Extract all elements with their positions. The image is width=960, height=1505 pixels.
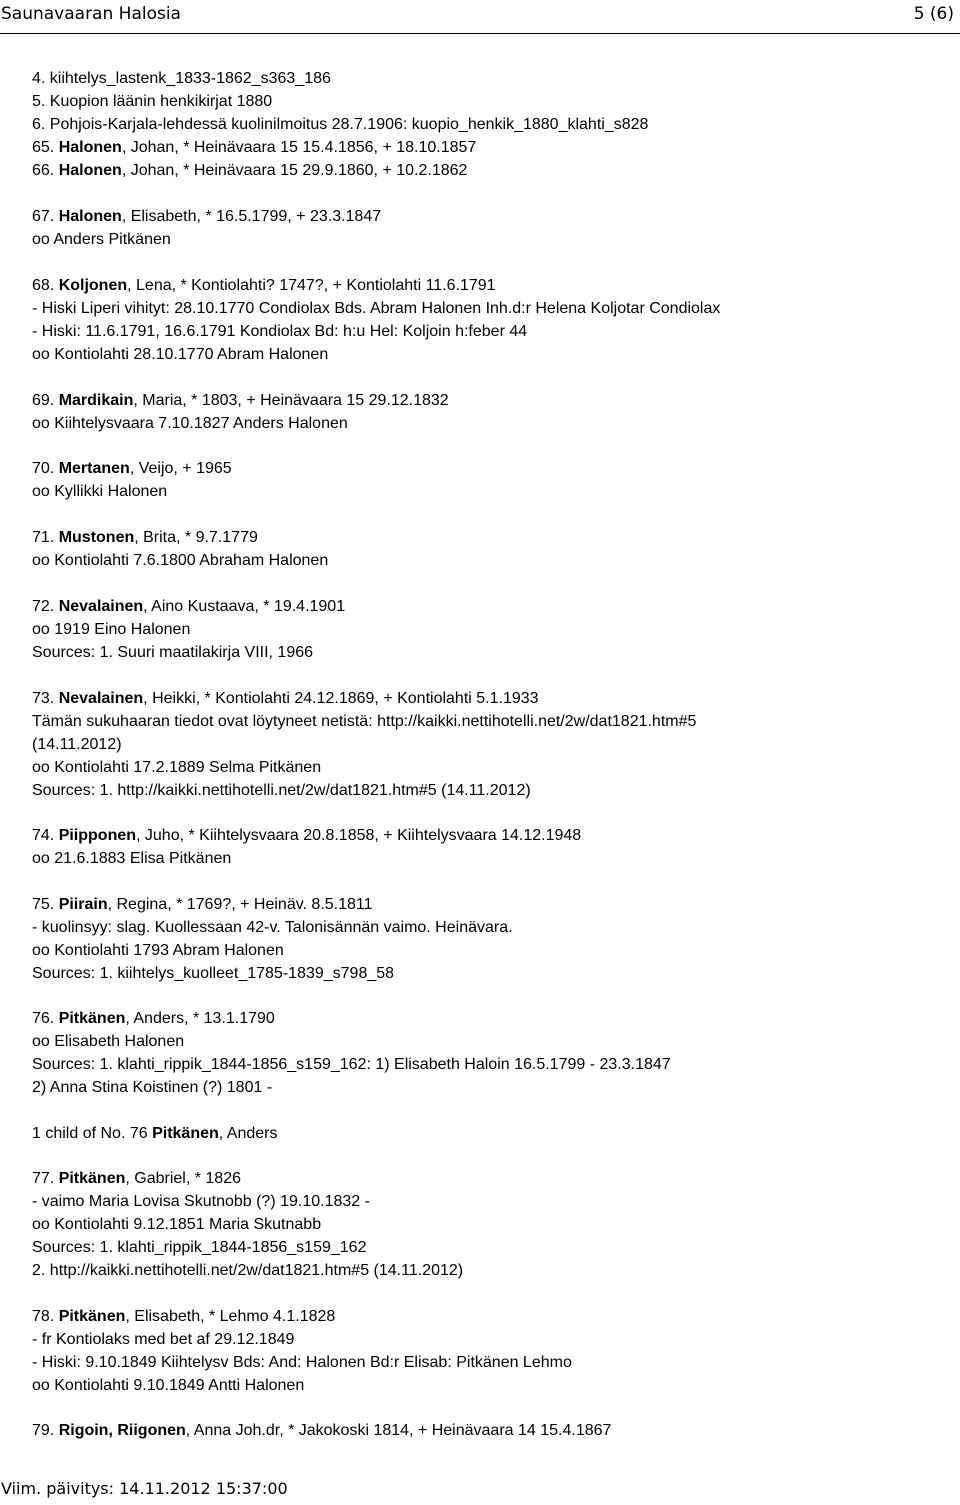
surname: Pitkänen: [58, 1170, 126, 1187]
line-text: 78.: [32, 1308, 59, 1325]
text-line: [32, 1375, 304, 1397]
line-text-rest: , Johan, * Heinävaara 15 15.4.1856, + 18.10.1857: [121, 139, 477, 156]
text-line: [32, 619, 190, 641]
surname: Piirain: [58, 896, 108, 913]
page-number: 5 (6): [913, 4, 954, 24]
line-text: 5. Kuopion läänin henkikirjat 1880: [32, 93, 273, 110]
text-line: [32, 1123, 277, 1145]
line-text-rest: , Maria, * 1803, + Heinävaara 15 29.12.1832: [133, 392, 449, 409]
document-title: Saunavaaran Halosia: [1, 4, 181, 24]
page-header: [0, 2, 960, 26]
line-text: Sources: 1. http://kaikki.nettihotelli.net/2w/dat1821.htm#5 (14.11.2012): [32, 782, 531, 799]
line-text: oo Kontiolahti 9.12.1851 Maria Skutnabb: [32, 1216, 322, 1233]
text-line: [32, 1352, 572, 1374]
text-line: [32, 481, 167, 503]
line-text: 73.: [32, 690, 59, 707]
text-line: [32, 1237, 366, 1259]
surname: Mustonen: [58, 529, 135, 546]
line-text: oo Kontiolahti 17.2.1889 Selma Pitkänen: [32, 759, 322, 776]
line-text: oo Elisabeth Halonen: [32, 1033, 185, 1050]
line-text-rest: , Veijo, + 1965: [129, 460, 232, 477]
surname: Piipponen: [58, 827, 137, 844]
line-text: Tämän sukuhaaran tiedot ovat löytyneet netistä: http://kaikki.nettihotelli.net/2w/dat1821.htm#5: [32, 713, 697, 730]
text-line: [32, 275, 496, 297]
line-text: Sources: 1. klahti_rippik_1844-1856_s159_162: 1) Elisabeth Haloin 16.5.1799 - 23.3.1847: [32, 1056, 671, 1073]
line-text: 79.: [32, 1422, 59, 1439]
text-line: [32, 780, 531, 802]
surname: Mardikain: [58, 392, 134, 409]
line-text: oo Kyllikki Halonen: [32, 483, 168, 500]
line-text: - vaimo Maria Lovisa Skutnobb (?) 19.10.1832 -: [32, 1193, 370, 1210]
line-text: Sources: 1. kiihtelys_kuolleet_1785-1839_s798_58: [32, 965, 395, 982]
line-text-rest: , Aino Kustaava, * 19.4.1901: [143, 598, 346, 615]
line-text: 6. Pohjois-Karjala-lehdessä kuolinilmoitus 28.7.1906: kuopio_henkik_1880_klahti_s828: [32, 116, 649, 133]
text-line: [32, 458, 232, 480]
line-text-rest: , Anna Joh.dr, * Jakokoski 1814, + Heinävaara 14 15.4.1867: [185, 1422, 612, 1439]
text-line: [32, 160, 467, 182]
line-text: 2. http://kaikki.nettihotelli.net/2w/dat1821.htm#5 (14.11.2012): [32, 1262, 464, 1279]
text-line: [32, 825, 581, 847]
line-text-rest: , Johan, * Heinävaara 15 29.9.1860, + 10.2.1862: [121, 162, 468, 179]
surname: Halonen: [58, 139, 122, 156]
text-line: [32, 848, 231, 870]
surname: Pitkänen: [58, 1010, 126, 1027]
text-line: [32, 711, 696, 733]
surname: Pitkänen: [58, 1308, 126, 1325]
line-text: 70.: [32, 460, 59, 477]
text-line: [32, 298, 720, 320]
text-line: [32, 68, 331, 90]
line-text-rest: , Elisabeth, * 16.5.1799, + 23.3.1847: [121, 208, 382, 225]
text-line: [32, 1054, 671, 1076]
line-text-rest: , Juho, * Kiihtelysvaara 20.8.1858, + Kiihtelysvaara 14.12.1948: [136, 827, 582, 844]
line-text: 1 child of No. 76: [32, 1125, 153, 1142]
line-text: 4. kiihtelys_lastenk_1833-1862_s363_186: [32, 70, 331, 87]
text-line: [32, 229, 171, 251]
text-line: [32, 940, 284, 962]
line-text: oo Kontiolahti 28.10.1770 Abram Halonen: [32, 346, 329, 363]
surname: Mertanen: [58, 460, 130, 477]
text-line: [32, 527, 258, 549]
text-line: [32, 137, 476, 159]
line-text: - Hiski: 11.6.1791, 16.6.1791 Kondiolax Bd: h:u Hel: Koljoin h:feber 44: [32, 323, 528, 340]
surname: Nevalainen: [58, 690, 144, 707]
line-text: (14.11.2012): [32, 736, 122, 753]
text-line: [32, 344, 328, 366]
line-text: oo Kontiolahti 7.6.1800 Abraham Halonen: [32, 552, 329, 569]
text-line: [32, 757, 321, 779]
surname: Halonen: [58, 208, 122, 225]
line-text-rest: , Anders, * 13.1.1790: [125, 1010, 275, 1027]
text-line: [32, 114, 648, 136]
text-line: [32, 1214, 321, 1236]
line-text: 77.: [32, 1170, 59, 1187]
text-line: [32, 390, 449, 412]
surname: Rigoin, Riigonen: [58, 1422, 186, 1439]
text-line: [32, 1306, 335, 1328]
text-line: [32, 1191, 370, 1213]
line-text: 69.: [32, 392, 59, 409]
surname: Pitkänen: [152, 1125, 219, 1142]
line-text: - Hiski Liperi vihityt: 28.10.1770 Condiolax Bds. Abram Halonen Inh.d:r Helena Koljotar Condiolax: [32, 300, 721, 317]
line-text-rest: , Anders: [218, 1125, 278, 1142]
line-text-rest: , Gabriel, * 1826: [125, 1170, 241, 1187]
line-text-rest: , Regina, * 1769?, + Heinäv. 8.5.1811: [107, 896, 373, 913]
text-line: [32, 917, 513, 939]
header-rule: [0, 33, 960, 34]
text-line: [32, 413, 348, 435]
text-line: [32, 596, 345, 618]
line-text-rest: , Heikki, * Kontiolahti 24.12.1869, + Kontiolahti 5.1.1933: [143, 690, 539, 707]
line-text-rest: , Brita, * 9.7.1779: [134, 529, 258, 546]
line-text: oo 21.6.1883 Elisa Pitkänen: [32, 850, 232, 867]
line-text: 67.: [32, 208, 59, 225]
surname: Koljonen: [58, 277, 128, 294]
line-text: 66.: [32, 162, 59, 179]
line-text-rest: , Lena, * Kontiolahti? 1747?, + Kontiolahti 11.6.1791: [127, 277, 496, 294]
text-line: [32, 1008, 275, 1030]
text-line: [32, 1077, 272, 1099]
line-text: 75.: [32, 896, 59, 913]
line-text: - fr Kontiolaks med bet af 29.12.1849: [32, 1331, 295, 1348]
line-text: 72.: [32, 598, 59, 615]
line-text-rest: , Elisabeth, * Lehmo 4.1.1828: [125, 1308, 336, 1325]
line-text: 2) Anna Stina Koistinen (?) 1801 -: [32, 1079, 273, 1096]
surname: Nevalainen: [58, 598, 144, 615]
line-text: 68.: [32, 277, 59, 294]
surname: Halonen: [58, 162, 122, 179]
line-text: - Hiski: 9.10.1849 Kiihtelysv Bds: And: Halonen Bd:r Elisab: Pitkänen Lehmo: [32, 1354, 572, 1371]
line-text: - kuolinsyy: slag. Kuollessaan 42-v. Talonisännän vaimo. Heinävara.: [32, 919, 513, 936]
text-line: [32, 1168, 241, 1190]
text-line: [32, 894, 373, 916]
line-text: Sources: 1. Suuri maatilakirja VIII, 1966: [32, 644, 314, 661]
text-line: [32, 550, 328, 572]
line-text: oo 1919 Eino Halonen: [32, 621, 191, 638]
text-line: [32, 1031, 184, 1053]
text-line: [32, 734, 122, 756]
page-footer: Viim. päivitys: 14.11.2012 15:37:00: [1, 1479, 288, 1498]
line-text: oo Anders Pitkänen: [32, 231, 171, 248]
line-text: 65.: [32, 139, 59, 156]
text-line: [32, 206, 381, 228]
line-text: 74.: [32, 827, 59, 844]
line-text: 71.: [32, 529, 59, 546]
text-line: [32, 91, 272, 113]
text-line: [32, 963, 394, 985]
text-line: [32, 1260, 463, 1282]
text-line: [32, 321, 527, 343]
text-line: [32, 688, 539, 710]
line-text: oo Kontiolahti 1793 Abram Halonen: [32, 942, 284, 959]
text-line: [32, 1329, 294, 1351]
line-text: oo Kontiolahti 9.10.1849 Antti Halonen: [32, 1377, 305, 1394]
text-line: [32, 642, 313, 664]
line-text: oo Kiihtelysvaara 7.10.1827 Anders Halonen: [32, 415, 348, 432]
line-text: 76.: [32, 1010, 59, 1027]
line-text: Sources: 1. klahti_rippik_1844-1856_s159_162: [32, 1239, 367, 1256]
text-line: [32, 1420, 611, 1442]
